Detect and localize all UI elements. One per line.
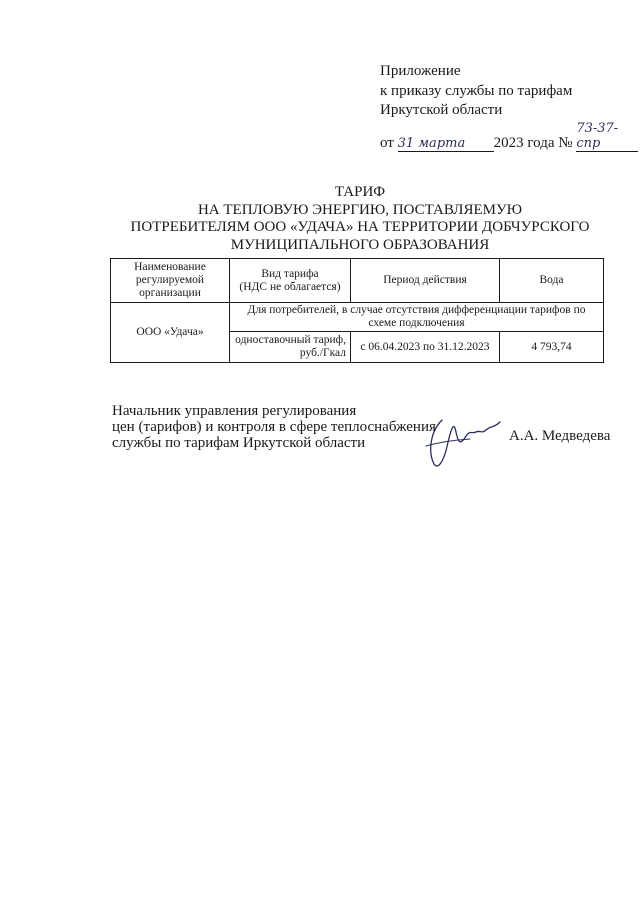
cell-tariff-type-line-1: одноставочный тариф, [235,334,346,346]
table-row-note [111,303,604,332]
handwritten-date: 31 марта [398,136,494,152]
cell-tariff-type-line-2: руб./Гкал [299,347,346,359]
handwritten-signature [420,412,510,472]
header-water: Вода [500,259,604,303]
title-line-3: ПОТРЕБИТЕЛЯМ ООО «УДАЧА» НА ТЕРРИТОРИИ ДОБЧУРСКОГО [130,219,590,235]
header-org [111,259,230,303]
cell-water-value: 4 793,74 [500,332,604,363]
document-title [110,184,610,254]
title-line-2: НА ТЕПЛОВУЮ ЭНЕРГИЮ, ПОСТАВЛЯЕМУЮ [197,201,523,218]
header-period: Период действия [351,259,500,303]
appendix-line-3: Иркутской области [380,102,503,118]
signatory-line-1: Начальник управления регулирования [112,403,357,419]
signatory-block [112,403,436,451]
cell-period: с 06.04.2023 по 31.12.2023 [351,332,500,363]
header-org-line-1: Наименование [134,261,206,273]
appendix-block [380,62,638,153]
appendix-line-2: к приказу службы по тарифам [380,82,573,99]
appendix-order-line [380,121,638,154]
table-header-row [111,259,604,303]
handwritten-order-number: 73-37-спр [576,121,638,152]
title-line-4: МУНИЦИПАЛЬНОГО ОБРАЗОВАНИЯ [230,236,490,253]
from-prefix: от [380,134,394,151]
header-org-line-3: организации [139,287,201,299]
signatory-line-3: службы по тарифам Иркутской области [112,435,366,451]
header-org-line-2: регулируемой [135,274,205,286]
signatory-name: А.А. Медведева [509,428,611,444]
tariff-table [110,258,604,363]
cell-group-note: Для потребителей, в случае отсутствия дифференциации тарифов по схеме подключения [230,303,604,332]
header-type-line-2: (НДС не облагается) [239,280,341,293]
header-type-line-1: Вид тарифа [261,267,319,280]
title-line-1: ТАРИФ [334,184,386,200]
appendix-line-1: Приложение [380,63,461,79]
cell-tariff-type [230,332,351,363]
year-text: 2023 года № [493,134,573,151]
signatory-line-2: цен (тарифов) и контроля в сфере теплоснабжения [112,419,436,435]
header-type [230,259,351,303]
cell-org-name: ООО «Удача» [111,303,230,363]
